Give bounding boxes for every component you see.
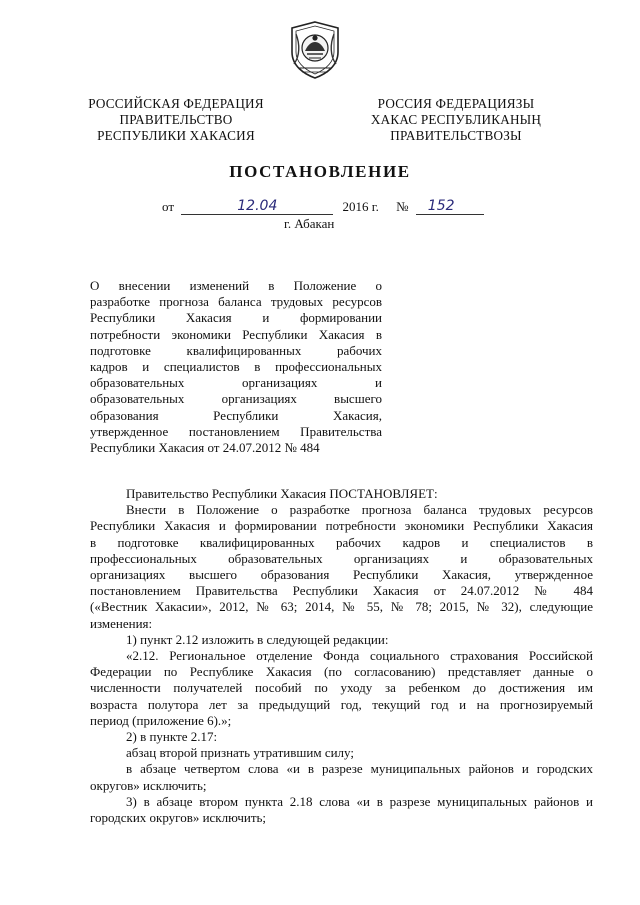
- handwritten-date: 12.04: [237, 198, 278, 214]
- subject-line: Республики Хакасия от 24.07.2012 № 484: [90, 440, 320, 456]
- body-line: профессиональных образовательных организациях и образовательных: [90, 550, 593, 566]
- number-label: №: [396, 199, 409, 214]
- date-field: [181, 200, 333, 215]
- body-line: округов» исключить;: [90, 777, 207, 793]
- subject-line: кадров и специалистов в профессиональных: [90, 359, 382, 375]
- body-line: 2) в пункте 2.17:: [126, 729, 218, 745]
- header-left-line: ПРАВИТЕЛЬСТВО: [119, 112, 233, 127]
- document-title: ПОСТАНОВЛЕНИЕ: [229, 162, 411, 181]
- body-line: численности получателей пособий по уходу за ребенком до достижения им: [90, 680, 593, 696]
- body-line: «2.12. Региональное отделение Фонда социального страхования Российской: [126, 648, 593, 664]
- subject-line: подготовке квалифицированных рабочих: [90, 342, 382, 358]
- handwritten-number: 152: [427, 198, 455, 214]
- body-line: период (приложение 6).»;: [90, 712, 232, 728]
- header-left-line: РЕСПУБЛИКИ ХАКАСИЯ: [97, 128, 255, 143]
- subject-line: разработке прогноза баланса трудовых ресурсов: [90, 294, 382, 310]
- header-right-block: [356, 96, 556, 144]
- header-left-block: [76, 96, 276, 144]
- subject-line: образовательных организациях и: [90, 375, 382, 391]
- header-right-line: РОССИЯ ФЕДЕРАЦИЯЗЫ: [377, 96, 535, 111]
- body-line: 3) в абзаце втором пункта 2.18 слова «и в разрезе муниципальных районов и: [126, 793, 593, 809]
- subject-line: Республики Хакасия и формировании: [90, 310, 382, 326]
- subject-line: потребности экономики Республики Хакасия в: [90, 326, 382, 342]
- body-line: («Вестник Хакасии», 2012, № 63; 2014, № 55, № 78; 2015, № 32), следующие: [90, 599, 593, 615]
- header-left-line: РОССИЙСКАЯ ФЕДЕРАЦИЯ: [88, 96, 264, 111]
- header-right-line: ХАКАС РЕСПУБЛИКАНЫҢ: [370, 112, 542, 127]
- body-line: Внести в Положение о разработке прогноза баланса трудовых ресурсов: [126, 502, 593, 518]
- body-line: Федерации по Республике Хакасия (по согласованию) представляет данные о: [90, 664, 593, 680]
- coat-of-arms-emblem: [286, 18, 344, 80]
- subject-line: утвержденное постановлением Правительства: [90, 423, 382, 439]
- body-line: возраста полутора лет за предыдущий год, текущий год и на прогнозируемый: [90, 696, 593, 712]
- document-body: [90, 486, 593, 826]
- city-label: г. Абакан: [284, 216, 335, 231]
- header-right-line: ПРАВИТЕЛЬСТВОЗЫ: [390, 128, 522, 143]
- body-line: организациях высшего образования Республики Хакасия, утвержденное: [90, 567, 593, 583]
- subject-line: образовательных организациях высшего: [90, 391, 382, 407]
- date-number-line: [162, 199, 484, 215]
- body-line: постановлением Правительства Республики Хакасия от 24.07.2012 № 484: [90, 583, 593, 599]
- date-year: 2016 г.: [342, 199, 379, 214]
- body-line: в подготовке квалифицированных рабочих кадров и специалистов в: [90, 534, 593, 550]
- body-line: городских округов» исключить;: [90, 810, 267, 826]
- date-prefix: от: [162, 199, 175, 214]
- body-line: изменения:: [90, 615, 153, 631]
- body-line: в абзаце четвертом слова «и в разрезе муниципальных районов и городских: [126, 761, 593, 777]
- subject-line: О внесении изменений в Положение о: [90, 278, 382, 293]
- body-line: 1) пункт 2.12 изложить в следующей редакции:: [126, 631, 389, 647]
- document-subject: [90, 278, 382, 456]
- body-line: Республики Хакасия и формировании потребности экономики Республики Хакасия: [90, 518, 593, 534]
- body-line: абзац второй признать утратившим силу;: [126, 745, 354, 761]
- subject-line: образования Республики Хакасия,: [90, 407, 382, 423]
- number-field: [416, 200, 484, 215]
- body-line: Правительство Республики Хакасия ПОСТАНОВЛЯЕТ:: [126, 486, 438, 501]
